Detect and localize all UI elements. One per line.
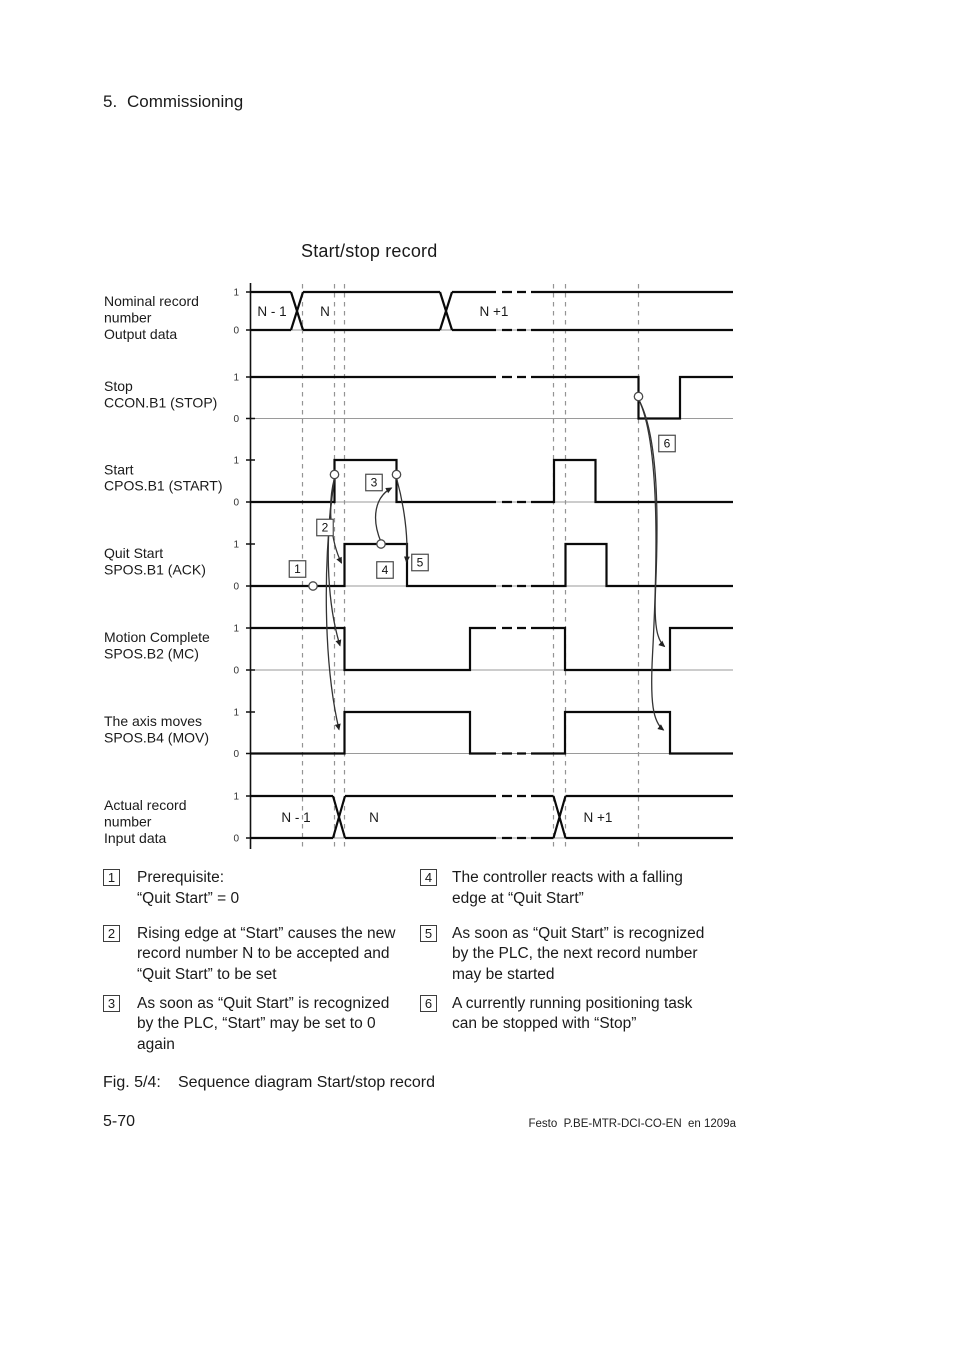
note-5-line: by the PLC, the next record number — [452, 945, 698, 962]
note-2-line: Rising edge at “Start” causes the new — [137, 924, 396, 942]
note-1-line: Prerequisite: — [137, 869, 225, 886]
level-zero-label: 0 — [233, 325, 239, 337]
note-6-line: A currently running positioning task — [452, 994, 693, 1012]
signal-label: SPOS.B4 (MOV) — [104, 729, 210, 746]
note-1-line: “Quit Start” = 0 — [137, 889, 240, 907]
signal-label: Input data — [104, 830, 167, 846]
note-2-number: 2 — [103, 925, 120, 942]
signal-label: Actual record — [104, 797, 187, 813]
signal-label: Nominal record — [104, 293, 199, 309]
arrow-start-to-mov — [326, 478, 339, 730]
axis-moves-waveform — [250, 712, 733, 754]
note-6-line: can be stopped with “Stop” — [452, 1015, 637, 1032]
note-2-line: “Quit Start” to be set — [137, 965, 277, 983]
level-one-label: 1 — [233, 455, 239, 467]
arrow-startfall-to-ackfall — [397, 478, 407, 562]
callout-5-label: 5 — [416, 555, 424, 570]
event-markers — [309, 392, 643, 590]
bus-value: N +1 — [479, 304, 509, 319]
stop-waveform — [250, 377, 733, 419]
event-marker-circle — [392, 470, 400, 478]
start-waveform — [250, 460, 733, 502]
note-6-number: 6 — [420, 995, 437, 1012]
note-4-line: edge at “Quit Start” — [452, 889, 584, 907]
signal-label: Motion Complete — [104, 629, 210, 645]
figure-number: Fig. 5/4: — [103, 1073, 161, 1091]
signal-label: SPOS.B1 (ACK) — [104, 561, 206, 578]
callout-1-label: 1 — [294, 562, 301, 577]
signal-label: CCON.B1 (STOP) — [104, 394, 218, 411]
bus-crossover — [291, 292, 452, 330]
level-zero-label: 0 — [233, 833, 239, 845]
bus-rails — [250, 796, 733, 838]
note-1-number: 1 — [103, 869, 120, 886]
level-zero-label: 0 — [233, 497, 239, 509]
note-2-line: record number N to be accepted and — [137, 945, 390, 962]
figure-caption-text: Sequence diagram Start/stop record — [178, 1073, 436, 1091]
callout-3-label: 3 — [370, 475, 378, 490]
motion-complete-waveform — [250, 628, 733, 670]
bus-value: N — [369, 810, 379, 825]
bus-value: N - 1 — [281, 810, 311, 825]
note-3-line: again — [137, 1035, 175, 1053]
page-number: 5-70 — [103, 1112, 136, 1130]
signal-label: Output data — [104, 326, 178, 342]
signal-label: The axis moves — [104, 713, 203, 729]
time-guide-lines — [303, 284, 639, 849]
signal-label: CPOS.B1 (START) — [104, 477, 223, 494]
level-zero-label: 0 — [233, 749, 239, 760]
signal-label: Stop — [104, 378, 133, 394]
event-marker-circle — [634, 392, 642, 400]
bus-value: N +1 — [583, 810, 613, 825]
level-one-label: 1 — [233, 707, 239, 719]
note-4-line: The controller reacts with a falling — [452, 869, 683, 886]
signal-label: SPOS.B2 (MC) — [104, 645, 199, 662]
zero-level-gridlines — [250, 330, 733, 838]
level-zero-label: 0 — [233, 665, 239, 677]
quit-start-waveform — [250, 544, 733, 586]
signal-row-motion-complete — [104, 624, 733, 677]
level-zero-label: 0 — [233, 581, 239, 593]
level-zero-label: 0 — [233, 414, 239, 425]
bus-value: N - 1 — [257, 304, 287, 319]
diagram-title: Start/stop record — [301, 241, 438, 261]
bus-value: N — [320, 304, 330, 319]
document-reference: Festo P.BE-MTR-DCI-CO-EN en 1209a — [528, 1117, 736, 1130]
callout-2-label: 2 — [321, 520, 329, 535]
level-one-label: 1 — [233, 287, 239, 299]
event-marker-circle — [377, 540, 385, 548]
note-5-line: may be started — [452, 965, 555, 983]
level-one-label: 1 — [233, 623, 239, 635]
level-one-label: 1 — [233, 791, 239, 803]
note-3-line: by the PLC, “Start” may be set to 0 — [137, 1015, 376, 1032]
event-marker-circle — [330, 470, 338, 478]
signal-label: number — [104, 309, 152, 326]
callout-markers — [289, 435, 675, 578]
note-5-line: As soon as “Quit Start” is recognized — [452, 924, 705, 942]
signal-label: Start — [104, 461, 134, 478]
event-marker-circle — [309, 582, 317, 590]
callout-6-label: 6 — [663, 436, 671, 451]
level-one-label: 1 — [233, 372, 239, 384]
signal-label: Quit Start — [104, 545, 164, 561]
arrow-ack-to-start-fall — [376, 488, 392, 542]
callout-4-label: 4 — [381, 563, 389, 578]
chapter-number: 5. — [103, 92, 118, 111]
note-5-number: 5 — [420, 925, 437, 942]
note-3-number: 3 — [103, 995, 120, 1012]
chapter-title: Commissioning — [127, 92, 244, 111]
note-4-number: 4 — [420, 869, 437, 886]
level-one-label: 1 — [233, 539, 239, 551]
note-3-line: As soon as “Quit Start” is recognized — [137, 994, 390, 1012]
bus-crossover — [333, 796, 566, 838]
signal-label: number — [104, 813, 152, 830]
